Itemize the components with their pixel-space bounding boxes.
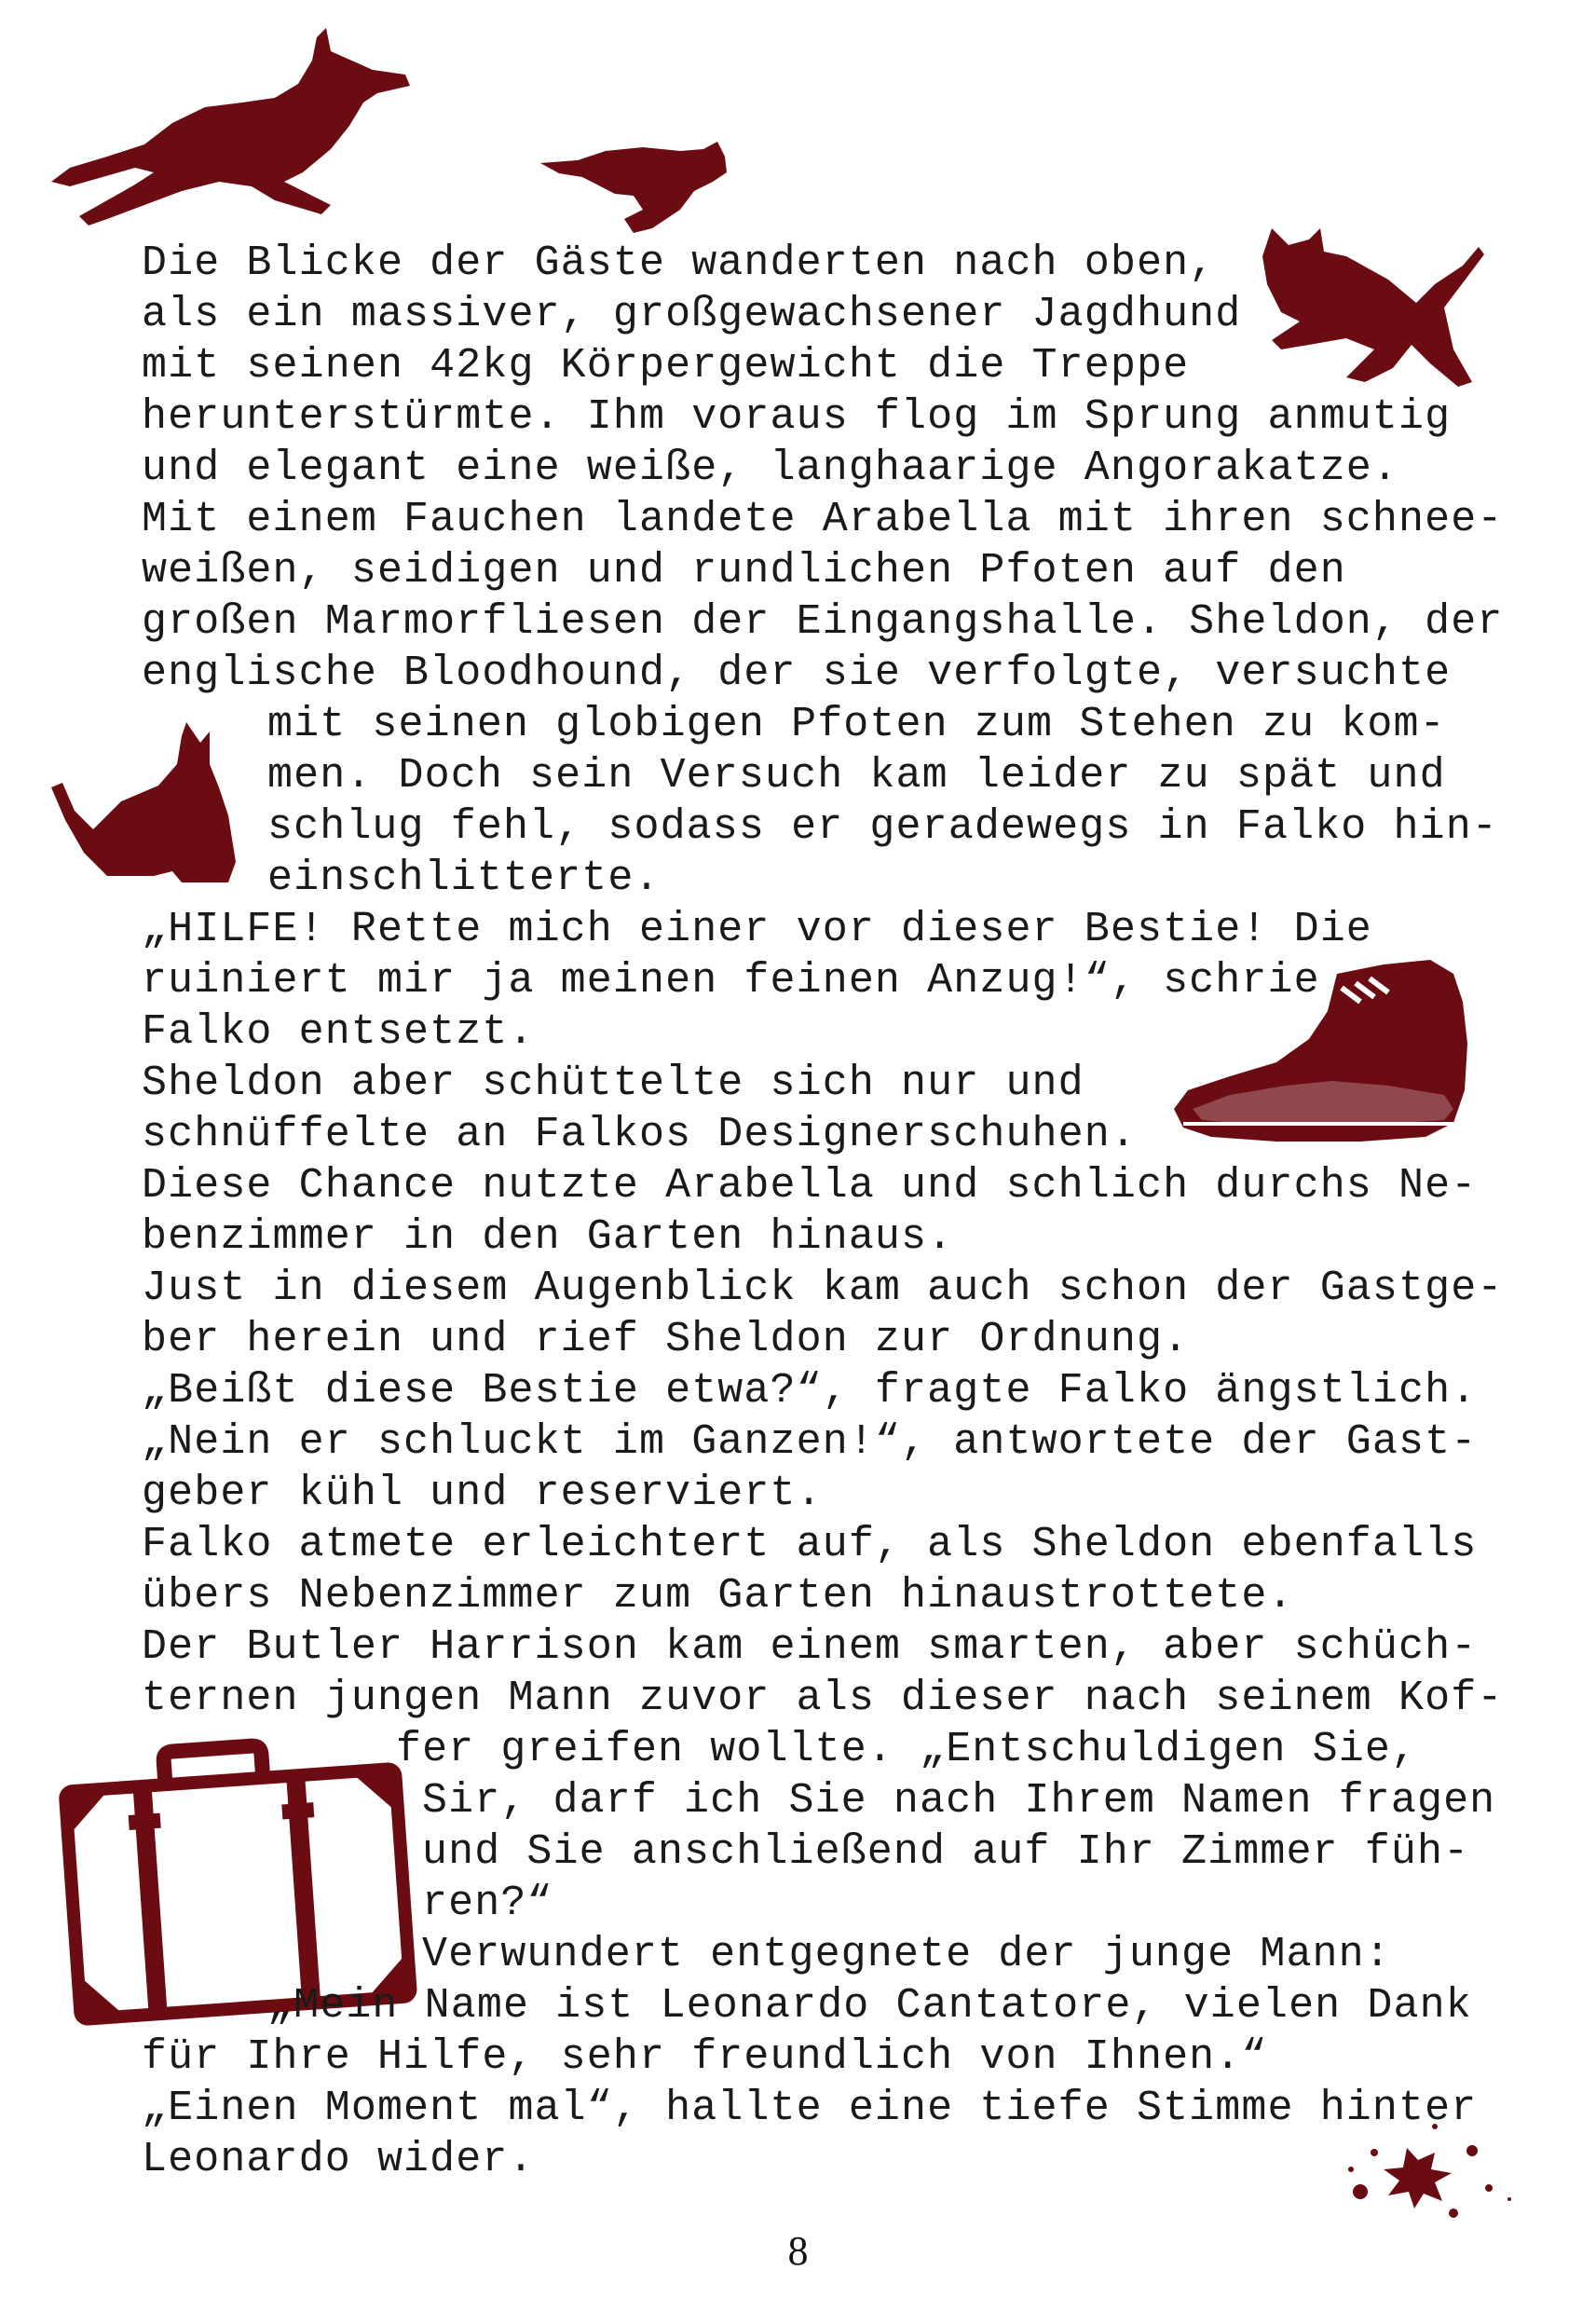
text-line: als ein massiver, großgewachsener Jagdhund <box>142 291 1242 338</box>
text-line: Leonardo wider. <box>142 2136 535 2183</box>
text-line: einschlitterte. <box>267 855 661 902</box>
page-number: 8 <box>787 2228 809 2274</box>
sitting-cat-icon <box>51 722 247 885</box>
text-line: ruiniert mir ja meinen feinen Anzug!“, schrie <box>142 957 1320 1005</box>
text-line: weißen, seidigen und rundlichen Pfoten auf den <box>142 547 1346 595</box>
text-line: für Ihre Hilfe, sehr freundlich von Ihnen.“ <box>142 2033 1268 2081</box>
text-line: benzimmer in den Garten hinaus. <box>142 1213 954 1261</box>
text-line: herunterstürmte. Ihm voraus flog im Sprung anmutig <box>142 393 1452 441</box>
text-line: Falko atmete erleichtert auf, als Sheldon ebenfalls <box>142 1521 1478 1568</box>
text-line: „HILFE! Rette mich einer vor dieser Bestie! Die <box>142 906 1372 953</box>
text-line: englische Bloodhound, der sie verfolgte, versuchte <box>142 650 1452 697</box>
text-line: schlug fehl, sodass er geradewegs in Falko hin- <box>267 803 1498 851</box>
jumping-cat-icon <box>1235 228 1486 391</box>
text-line: „Nein er schluckt im Ganzen!“, antwortete der Gast- <box>142 1418 1478 1466</box>
text-line: Mit einem Fauchen landete Arabella mit ihren schnee- <box>142 496 1504 543</box>
text-line: Sir, darf ich Sie nach Ihrem Namen fragen <box>422 1777 1496 1825</box>
text-line: und Sie anschließend auf Ihr Zimmer füh- <box>422 1828 1470 1876</box>
text-line: Diese Chance nutzte Arabella und schlich durchs Ne- <box>142 1162 1478 1210</box>
text-line: Just in diesem Augenblick kam auch schon der Gastge- <box>142 1265 1504 1312</box>
text-line: „Mein Name ist Leonardo Cantatore, vielen Dank <box>267 1982 1472 2030</box>
text-line: übers Nebenzimmer zum Garten hinaustrottete. <box>142 1572 1294 1620</box>
text-line: men. Doch sein Versuch kam leider zu spät und <box>267 752 1446 800</box>
text-line: fer greifen wollte. „Entschuldigen Sie, <box>396 1726 1418 1773</box>
running-dog-icon <box>51 19 415 228</box>
text-line: ternen jungen Mann zuvor als dieser nach seinem Kof- <box>142 1675 1504 1722</box>
text-line: mit seinen globigen Pfoten zum Stehen zu kom- <box>267 701 1446 748</box>
text-line: „Beißt diese Bestie etwa?“, fragte Falko ängstlich. <box>142 1367 1478 1415</box>
text-line: ber herein und rief Sheldon zur Ordnung. <box>142 1316 1190 1363</box>
text-line: Falko entsetzt. <box>142 1008 535 1056</box>
text-line: und elegant eine weiße, langhaarige Angorakatze. <box>142 444 1399 492</box>
text-line: Der Butler Harrison kam einem smarten, aber schüch- <box>142 1623 1478 1671</box>
text-line: Sheldon aber schüttelte sich nur und <box>142 1060 1084 1107</box>
text-line: großen Marmorfliesen der Eingangshalle. Sheldon, der <box>142 598 1504 646</box>
text-line: ren?“ <box>422 1880 553 1927</box>
text-line: Die Blicke der Gäste wanderten nach oben, <box>142 239 1216 287</box>
text-line: Verwundert entgegnete der junge Mann: <box>422 1931 1391 1978</box>
text-line: schnüffelte an Falkos Designerschuhen. <box>142 1111 1137 1158</box>
text-line: geber kühl und reserviert. <box>142 1470 823 1517</box>
text-line: „Einen Moment mal“, hallte eine tiefe Stimme hinter <box>142 2085 1478 2132</box>
text-line: mit seinen 42kg Körpergewicht die Treppe <box>142 342 1190 390</box>
running-cat-icon <box>540 140 731 238</box>
